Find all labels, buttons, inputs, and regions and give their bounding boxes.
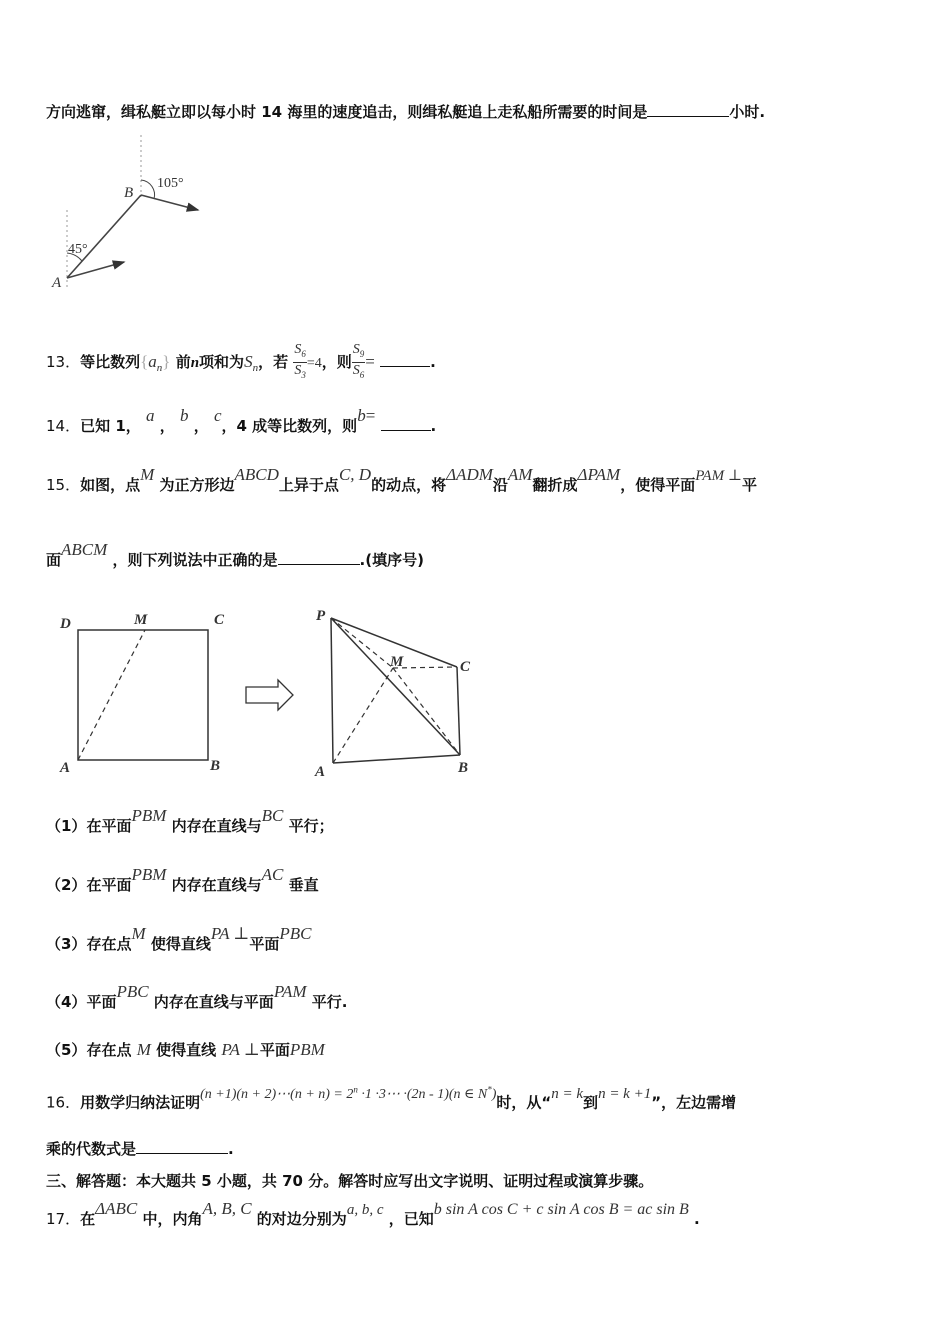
- q15-text-5: 沿: [492, 476, 508, 494]
- option-3-text-1: 存在点: [86, 935, 132, 953]
- edge-ab: [333, 755, 460, 763]
- q13-text-1: 等比数列: [80, 352, 141, 371]
- q16-case-1: n = k: [551, 1085, 584, 1102]
- q14-eq: =: [365, 406, 376, 425]
- q13-eq-1: =4: [306, 355, 322, 371]
- option-1-text-1: 在平面: [86, 817, 132, 835]
- option-1: [46, 806, 334, 836]
- label-b: B: [124, 185, 134, 201]
- q12-answer-blank: [647, 102, 729, 117]
- q13-fraction-1: $\frac{S_6}{S_3}$: [294, 342, 306, 380]
- q15-abcd: ABCD: [234, 465, 279, 484]
- q17-line: [46, 1199, 700, 1230]
- q14-text-1: 已知 1，: [80, 417, 141, 435]
- hidden-edge-pm: [331, 618, 393, 668]
- transform-arrow: [246, 680, 293, 710]
- q15-pam-perp: PAM ⊥: [695, 468, 742, 484]
- option-4-text-3: 平行.: [311, 993, 348, 1011]
- section-3-heading: [46, 1171, 653, 1191]
- option-5-number: （5）: [46, 1041, 87, 1059]
- option-3-text-3: 平面: [249, 935, 280, 953]
- q15-text-9: 面: [46, 551, 62, 569]
- q12-unit: 小时.: [729, 103, 766, 121]
- section-3-text: 三、解答题：本大题共 5 小题，共 70 分。解答时应写出文字说明、证明过程或演算步骤。: [46, 1172, 654, 1190]
- q17-angles: A, B, C: [202, 1199, 252, 1218]
- option-2-math-2: AC: [261, 865, 284, 884]
- option-2-number: （2）: [46, 876, 87, 894]
- q13-seq-sub: n: [156, 361, 163, 374]
- q16-case-2: n = k +1: [598, 1085, 652, 1102]
- option-1-text-2: 内存在直线与: [171, 817, 262, 835]
- segment-ab: [67, 195, 141, 278]
- q15-adm: ΔADM: [446, 465, 493, 484]
- edge-bc: [457, 667, 460, 755]
- q14-number: 14．: [46, 417, 81, 435]
- q17-number: 17．: [46, 1210, 81, 1228]
- q13-text-3: 项和为: [199, 352, 245, 371]
- q13-fraction-2: $\frac{S_9}{S_6}$: [352, 342, 365, 380]
- q14-bvar: b: [357, 406, 366, 425]
- q15-text-11: .(填序号): [359, 551, 424, 569]
- q16-text-2: 时，从“: [496, 1093, 552, 1112]
- q16-expression: (n +1)(n + 2)⋯(n + $n) = 2^n \cdot 1$ ·3⋯ ·(2n - 1)(n ∈ N*): [200, 1084, 497, 1102]
- q15-text-6: 翻折成: [532, 476, 578, 494]
- q15-pam: ΔPAM: [577, 465, 621, 484]
- edge-pa: [331, 618, 333, 763]
- label-a: A: [52, 275, 62, 291]
- q14-line: 14．已知 1， a ， b ， c，4 成等比数列，则b= .: [46, 406, 437, 435]
- option-3-number: （3）: [46, 935, 87, 953]
- q13-line: 13．等比数列$\{a_n\}$ 前n项和为$S_n$，若 $\frac{S_6}{S_3}$ =4，则 $\frac{S_9}{S_6}$ = .: [46, 342, 436, 383]
- q17-text-1: 在: [80, 1210, 96, 1228]
- left-label-d: D: [60, 616, 71, 632]
- q14-comma-2: ，: [193, 417, 209, 435]
- figure-15-folding-diagram: [50, 600, 490, 790]
- q16-text-3: 到: [583, 1093, 599, 1112]
- q16-line-1: [46, 1084, 737, 1115]
- q17-equation: b sin A cos C + c sin A cos B = ac sin B: [433, 1201, 689, 1218]
- q13-text-2: 前: [175, 352, 191, 371]
- q16-text-4: ”，左边需增: [651, 1093, 737, 1112]
- q13-n: n: [190, 354, 200, 371]
- arrow-from-b: [141, 195, 198, 210]
- q13-number: 13．: [46, 352, 81, 371]
- q15-m: M: [140, 465, 155, 484]
- q13-answer-blank: [380, 352, 430, 367]
- q16-text-1: 用数学归纳法证明: [80, 1093, 201, 1112]
- q17-text-2: 中，内角: [142, 1210, 203, 1228]
- fold-line-am: [78, 630, 145, 760]
- q14-b: b: [179, 406, 189, 425]
- q12-text: 方向逃窜，缉私艇立即以每小时 14 海里的速度追击，则缉私艇追上走私船所需要的时间是: [46, 103, 648, 121]
- option-4-text-2: 内存在直线与平面: [153, 993, 274, 1011]
- q13-eq-2: =: [365, 351, 375, 371]
- q14-comma-1: ，: [159, 417, 175, 435]
- option-5: [46, 1040, 325, 1060]
- option-5-text-1: 存在点: [86, 1041, 132, 1059]
- option-3-math-1: M: [131, 924, 146, 943]
- left-label-c: C: [214, 612, 225, 628]
- q14-a: a: [146, 406, 155, 425]
- right-label-c: C: [460, 659, 471, 675]
- angle-label-a: 45°: [68, 242, 88, 257]
- option-1-math-1: PBM: [131, 806, 167, 825]
- q14-text-2: ，4 成等比数列，则: [221, 417, 358, 435]
- q16-line-2: [46, 1139, 234, 1159]
- left-label-a: A: [60, 760, 71, 776]
- q15-answer-blank: [278, 550, 360, 565]
- q15-number: 15．: [46, 476, 81, 494]
- q15-am: AM: [507, 465, 533, 484]
- option-3-text-2: 使得直线: [150, 935, 211, 953]
- q15-cd: C, D: [338, 465, 372, 484]
- option-1-number: （1）: [46, 817, 87, 835]
- q12-line: [46, 102, 765, 122]
- left-label-b: B: [210, 758, 221, 774]
- q15-line-2: [46, 540, 424, 570]
- right-label-a: A: [315, 764, 326, 780]
- q17-sides: a, b, c: [346, 1202, 384, 1218]
- q15-text-2: 为正方形边: [159, 476, 235, 494]
- option-4-number: （4）: [46, 993, 87, 1011]
- q17-abc: ΔABC: [95, 1199, 138, 1218]
- square-abcd: [78, 630, 208, 760]
- option-4-math-1: PBC: [116, 982, 149, 1001]
- option-4-math-2: PAM: [273, 982, 307, 1001]
- q15-line-1: [46, 465, 757, 496]
- option-1-text-3: 平行；: [288, 817, 334, 835]
- option-3-math-2: PA ⊥: [210, 924, 250, 943]
- option-3-math-3: PBC: [279, 924, 312, 943]
- option-5-math-2: PA ⊥: [221, 1040, 260, 1059]
- hidden-edge-mb: [393, 668, 460, 755]
- q13-text-4: ，若: [258, 352, 289, 371]
- option-3: [46, 924, 312, 954]
- option-2-text-3: 垂直: [288, 876, 319, 894]
- q15-text-7: ，使得平面: [620, 476, 696, 494]
- option-2-text-2: 内存在直线与: [171, 876, 262, 894]
- q17-text-3: 的对边分别为: [256, 1210, 347, 1228]
- right-label-b: B: [458, 760, 469, 776]
- q13-seq: a: [148, 351, 157, 371]
- q13-s: S: [244, 351, 253, 371]
- q15-text-10: ，则下列说法中正确的是: [112, 551, 278, 569]
- option-5-text-2: 使得直线: [156, 1041, 217, 1059]
- q13-text-5: ，则: [321, 352, 352, 371]
- option-5-math-1: M: [136, 1040, 151, 1059]
- q15-text-4: 的动点，将: [371, 476, 447, 494]
- angle-label-b: 105°: [157, 176, 184, 191]
- right-label-m: M: [390, 654, 404, 670]
- q16-text-6: .: [228, 1140, 234, 1158]
- hidden-edge-am: [333, 668, 393, 763]
- option-1-math-2: BC: [261, 806, 284, 825]
- q17-text-4: ，已知: [388, 1210, 434, 1228]
- q14-answer-blank: [381, 416, 431, 431]
- option-2-math-1: PBM: [131, 865, 167, 884]
- q16-number: 16．: [46, 1093, 81, 1112]
- q16-answer-blank: [136, 1139, 228, 1154]
- q15-text-1: 如图，点: [80, 476, 141, 494]
- q16-text-5: 乘的代数式是: [46, 1140, 137, 1158]
- q15-text-8: 平: [741, 476, 757, 494]
- figure-12-bearing-diagram: [40, 135, 220, 295]
- q13-s-sub: n: [252, 361, 259, 374]
- option-2: [46, 865, 319, 895]
- left-label-m: M: [134, 612, 148, 628]
- option-5-text-3: 平面: [259, 1041, 290, 1059]
- option-2-text-1: 在平面: [86, 876, 132, 894]
- arrow-from-a: [67, 262, 124, 278]
- edge-pb: [331, 618, 460, 755]
- q15-abcm: ABCM: [61, 540, 108, 559]
- option-4-text-1: 平面: [86, 993, 117, 1011]
- q14-c: c: [213, 406, 222, 425]
- q15-text-3: 上异于点: [278, 476, 339, 494]
- q17-text-5: .: [694, 1210, 700, 1228]
- right-label-p: P: [316, 608, 326, 624]
- option-4: [46, 982, 348, 1012]
- option-5-math-3: PBM: [289, 1040, 325, 1059]
